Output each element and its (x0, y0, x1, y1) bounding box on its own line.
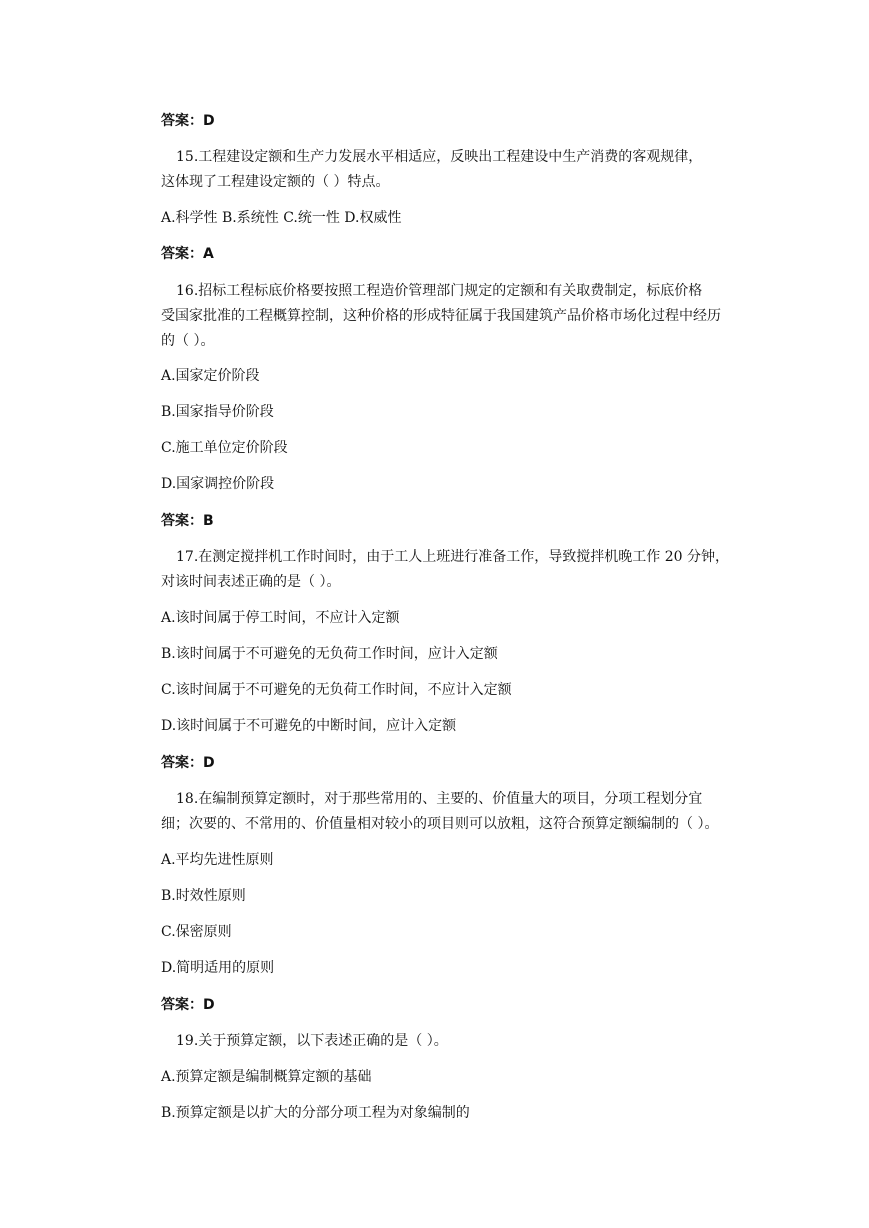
question-18-line-1: 18.在编制预算定额时，对于那些常用的、主要的、价值量大的项目，分项工程划分宜 (176, 791, 703, 807)
question-17-option-b: B.该时间属于不可避免的无负荷工作时间，应计入定额 (161, 646, 498, 662)
question-18-line-2: 细；次要的、不常用的、价值量相对较小的项目则可以放粗，这符合预算定额编制的（ ）。 (161, 816, 719, 832)
answer-17: 答案：D (161, 755, 215, 771)
question-15-line-2: 这体现了工程建设定额的（ ）特点。 (161, 174, 390, 190)
question-18-option-b: B.时效性原则 (161, 888, 246, 904)
question-17-line-2: 对该时间表述正确的是（ ）。 (161, 574, 341, 590)
question-16-option-a: A.国家定价阶段 (161, 368, 260, 384)
question-16-option-d: D.国家调控价阶段 (161, 476, 275, 492)
question-17-option-c: C.该时间属于不可避免的无负荷工作时间，不应计入定额 (161, 682, 512, 698)
question-16-line-1: 16.招标工程标底价格要按照工程造价管理部门规定的定额和有关取费制定，标底价格 (176, 283, 703, 299)
question-16-line-2: 受国家批准的工程概算控制，这种价格的形成特征属于我国建筑产品价格市场化过程中经历 (161, 308, 721, 324)
question-17-option-a: A.该时间属于停工时间，不应计入定额 (161, 610, 400, 626)
question-18-option-c: C.保密原则 (161, 924, 232, 940)
question-19-option-b: B.预算定额是以扩大的分部分项工程为对象编制的 (161, 1105, 470, 1121)
question-17-option-d: D.该时间属于不可避免的中断时间，应计入定额 (161, 718, 457, 734)
question-17-line-1: 17.在测定搅拌机工作时间时，由于工人上班进行准备工作，导致搅拌机晚工作 20 分钟， (176, 549, 729, 565)
question-18-option-a: A.平均先进性原则 (161, 852, 274, 868)
answer-14: 答案：D (161, 113, 215, 129)
question-19-option-a: A.预算定额是编制概算定额的基础 (161, 1069, 372, 1085)
question-18-option-d: D.简明适用的原则 (161, 960, 275, 976)
question-16-option-c: C.施工单位定价阶段 (161, 440, 288, 456)
question-15-line-1: 15.工程建设定额和生产力发展水平相适应，反映出工程建设中生产消费的客观规律， (176, 149, 703, 165)
question-19-line-1: 19.关于预算定额，以下表述正确的是（ ）。 (176, 1033, 448, 1049)
answer-15: 答案：A (161, 246, 214, 262)
question-16-option-b: B.国家指导价阶段 (161, 404, 274, 420)
answer-16: 答案：B (161, 513, 214, 529)
question-15-options: A.科学性 B.系统性 C.统一性 D.权威性 (161, 210, 402, 226)
question-16-line-3: 的（ ）。 (161, 333, 215, 349)
answer-18: 答案：D (161, 997, 215, 1013)
